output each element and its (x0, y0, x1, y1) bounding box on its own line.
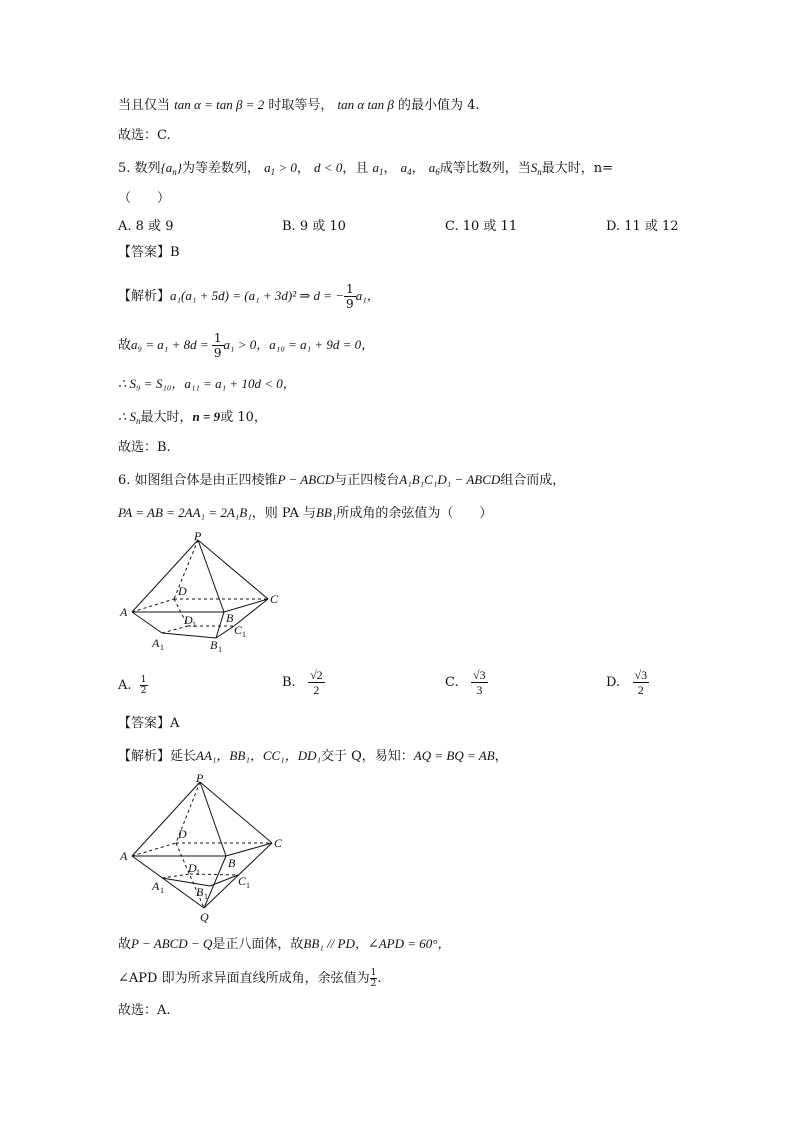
figure-frustum-pyramid (112, 530, 292, 655)
analysis-line (118, 407, 267, 431)
option-c: C. $\frac{√3}{3}$ (445, 668, 486, 697)
text: ，则 PA 与 (251, 506, 316, 521)
label-D: D (178, 584, 187, 598)
sub: 1 (270, 167, 276, 177)
label-B: B (228, 856, 236, 870)
fraction: $\frac{√3}{3}$ (473, 668, 486, 697)
text: 的最小值为 4. (397, 98, 480, 113)
text: 故 (118, 937, 132, 952)
sub: n (537, 167, 542, 177)
label: 【解析】 (118, 749, 171, 764)
text: 为等差数列， (181, 161, 260, 176)
math: AA₁，BB₁，CC₁，DD₁ (196, 748, 321, 763)
label-B1: B (196, 885, 204, 899)
question-5-stem: 5. 数列$\{a_n\}$为等差数列， $a_1 > 0$， d < 0，且 $a_1$， $a_4$， $a_6$成等比数列，当$S_n$最大时，n= (118, 160, 614, 177)
label-Q: Q (200, 910, 209, 924)
analysis-line (118, 746, 508, 767)
label-P: P (196, 772, 204, 785)
math: a (372, 160, 379, 175)
figure-octahedron (112, 772, 292, 924)
text: . (377, 971, 382, 986)
math-expr: tan α = tan β = 2 (174, 97, 265, 112)
sub: 6 (435, 167, 440, 177)
text: ∠APD 即为所求异面直线所成角，余弦值为 (118, 971, 370, 986)
math: n = 9 (192, 409, 221, 424)
text: 时取等号， (268, 98, 334, 113)
math: > 0 (275, 160, 297, 175)
label-D1: D (184, 613, 193, 627)
math: P − ABCD − Q (131, 936, 213, 951)
text-line (118, 95, 480, 116)
analysis-line: ∴ S₉ = S₁₀，a₁₁ = a₁ + 10d < 0， (118, 376, 296, 391)
option-d: D. 11 或 12 (606, 219, 679, 234)
analysis-line (118, 331, 374, 360)
text: 最大时， (140, 410, 193, 425)
math: ∴ S (118, 409, 137, 424)
math: a₁ > 0，a₁₀ = a₁ + 9d = 0， (223, 337, 375, 352)
question-6-stem-2 (118, 503, 492, 524)
subscript: 1 (242, 630, 246, 639)
math: a (428, 160, 436, 175)
fraction: $\frac{√2}{2}$ (310, 668, 323, 697)
text: 是正八面体，故 (212, 937, 304, 952)
math: d < 0 (314, 160, 343, 175)
fraction: $\frac{1}{9}$ (213, 331, 222, 360)
question-6-stem (118, 470, 565, 491)
option-a: A. 8 或 9 (118, 219, 174, 234)
text: 最大时，n= (541, 161, 614, 176)
text: 成等比数列，当 (439, 161, 531, 176)
text: 组合而成， (500, 473, 566, 488)
subscript: 1 (160, 643, 164, 652)
fraction: $\frac{1}{2}$ (370, 968, 377, 989)
label-D1: D (188, 861, 197, 875)
label-A: A (120, 605, 128, 619)
subscript: 1 (196, 868, 200, 877)
math: a₉ = a₁ + 8d = (131, 337, 212, 352)
subscript: 1 (192, 620, 196, 629)
option-d: D. $\frac{√3}{2}$ (606, 668, 648, 697)
label-B: B (226, 611, 234, 625)
math: BB₁ // PD，∠APD = 60°， (303, 936, 451, 951)
fraction: $\frac{1}{2}$ (140, 675, 147, 696)
option-b: B. 9 或 10 (282, 219, 346, 234)
subscript: 1 (218, 645, 222, 654)
option-c: C. 10 或 11 (445, 219, 518, 234)
analysis-line (118, 968, 381, 989)
math: a₁(a₁ + 5d) = (a₁ + 3d)² ⇒ d = − (170, 288, 345, 303)
fraction: $\frac{1}{9}$ (346, 282, 354, 311)
label-C1: C (238, 874, 247, 888)
text: 交于 Q，易知： (321, 749, 414, 764)
text: 故 (118, 338, 132, 353)
math: BB₁ (315, 505, 337, 520)
text: 所成角的余弦值为（ ） (336, 506, 493, 521)
label-C1: C (234, 623, 243, 637)
label-C: C (274, 836, 283, 850)
math: a (264, 160, 271, 175)
question-number: 5. (118, 161, 131, 176)
text-line: 故选：C. (118, 128, 171, 143)
subscript: 1 (246, 881, 250, 890)
question-number: 6. (118, 473, 131, 488)
label: 【解析】 (118, 289, 171, 304)
text: 或 10， (220, 410, 267, 425)
subscript: 1 (204, 892, 208, 901)
math: S (530, 160, 538, 175)
sub: n (136, 416, 141, 426)
label-A1: A (152, 879, 160, 893)
math: a₁， (355, 288, 380, 303)
subscript: 1 (160, 886, 164, 895)
sub: 1 (378, 167, 384, 177)
math: P − ABCD (277, 472, 335, 487)
label-A1: A (152, 636, 160, 650)
math: AQ = BQ = AB (413, 748, 495, 763)
question-5-paren: （ ） (118, 191, 171, 206)
text-line: 故选：B. (118, 440, 171, 455)
label-P: P (194, 530, 202, 543)
option-b: B. $\frac{√2}{2}$ (282, 668, 323, 697)
option-a: A. $\frac{1}{2}$ (118, 675, 147, 696)
analysis-line (118, 934, 450, 955)
math: } (176, 160, 182, 175)
analysis-line (118, 282, 380, 311)
text-line: 故选：A. (118, 1003, 171, 1018)
text: ，且 (342, 161, 369, 176)
math-expr: tan α tan β (337, 97, 394, 112)
text: 与正四棱台 (334, 473, 400, 488)
math: A₁B₁C₁D₁ − ABCD (399, 472, 501, 487)
label-B1: B (210, 638, 218, 652)
fraction: $\frac{√3}{2}$ (634, 668, 648, 697)
answer: 【答案】B (118, 245, 180, 260)
text: 当且仅当 (118, 98, 171, 113)
text: 如图组合体是由正四棱锥 (134, 473, 278, 488)
math: {a (160, 160, 173, 175)
sub: n (172, 167, 177, 177)
sub: 4 (407, 167, 412, 177)
label-D: D (178, 827, 187, 841)
text: 数列 (134, 161, 161, 176)
label-C: C (270, 592, 279, 606)
label-A: A (120, 849, 128, 863)
math: PA = AB = 2AA₁ = 2A₁B₁ (118, 505, 252, 520)
text: 延长 (170, 749, 197, 764)
answer: 【答案】A (118, 716, 180, 731)
math: a (400, 160, 408, 175)
text: ， (494, 749, 508, 764)
